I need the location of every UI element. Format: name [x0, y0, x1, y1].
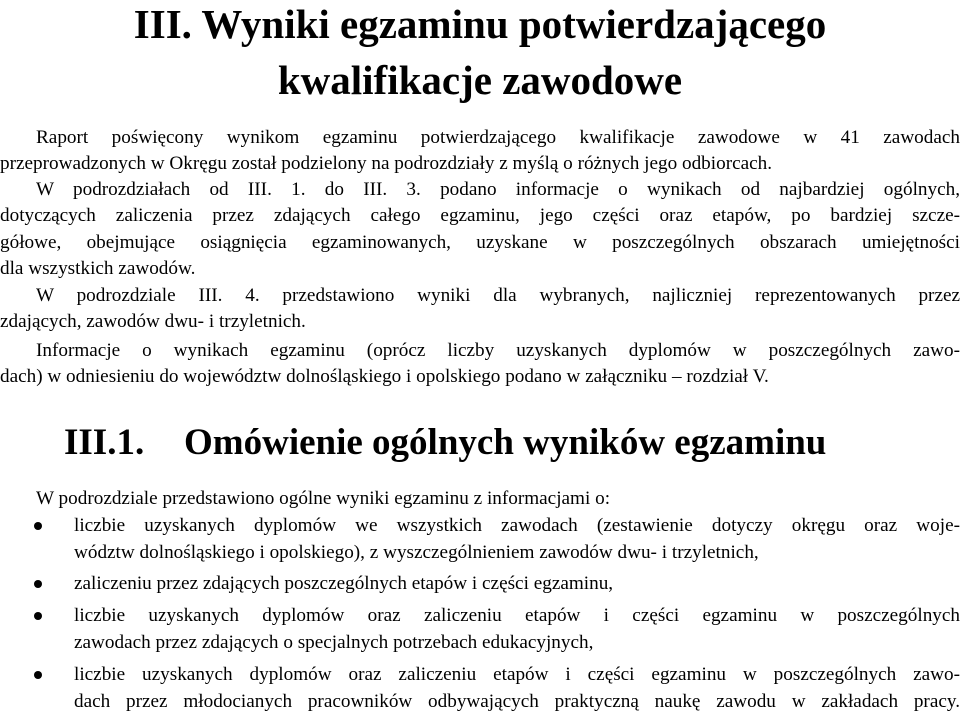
list-item-line: liczbie uzyskanych dyplomów oraz zaliczeniu etapów i części egzaminu w poszczególnych: [74, 605, 960, 626]
list-item: [0, 661, 960, 715]
paragraph-report-intro: [0, 125, 960, 178]
chapter-title-line-2: kwalifikacje zawodowe: [277, 57, 683, 103]
paragraph-subsections-1-3: [0, 177, 960, 282]
list-item-line: zawodach przez zdających o specjalnych potrzebach edukacyjnych,: [74, 632, 594, 653]
section-title: Omówienie ogólnych wyników egzaminu: [184, 422, 827, 463]
paragraph-line: dla wszystkich zawodów.: [0, 257, 196, 279]
section-number: III.1.: [64, 422, 145, 463]
list-item: [0, 602, 960, 656]
paragraph-line: Raport poświęcony wynikom egzaminu potwierdzającego kwalifikacje zawodowe w 41 zawodach: [36, 127, 960, 148]
bullet-icon: [34, 580, 42, 588]
bullet-icon: [34, 522, 42, 530]
list-item: [0, 512, 960, 566]
paragraph-line: W podrozdziałach od III. 1. do III. 3. podano informacje o wynikach od najbardziej ogólnych,: [36, 179, 960, 200]
section-heading: [64, 421, 826, 465]
section-intro: W podrozdziale przedstawiono ogólne wyniki egzaminu z informacjami o:: [36, 488, 611, 509]
paragraph-line: W podrozdziale III. 4. przedstawiono wyniki dla wybranych, najliczniej reprezentowanych przez: [36, 285, 960, 306]
paragraph-line: Informacje o wynikach egzaminu (oprócz liczby uzyskanych dyplomów w poszczególnych zawo-: [36, 340, 960, 361]
paragraph-voivodeship-info: [0, 338, 960, 391]
bullet-icon: [34, 612, 42, 620]
list-item-line: liczbie uzyskanych dyplomów oraz zaliczeniu etapów i części egzaminu w poszczególnych zawo-: [74, 664, 960, 685]
paragraph-line: dach) w odniesieniu do województw dolnośląskiego i opolskiego podano w załączniku – rozdział V.: [0, 366, 769, 388]
paragraph-line: zdających, zawodów dwu- i trzyletnich.: [0, 311, 306, 333]
paragraph-line: gółowe, obejmujące osiągnięcia egzaminowanych, uzyskane w poszczególnych obszarach umiejętności: [0, 231, 960, 253]
paragraph-line: przeprowadzonych w Okręgu został podzielony na podrozdziały z myślą o różnych jego odbiorcach.: [0, 153, 773, 175]
list-item-line: zaliczeniu przez zdających poszczególnych etapów i części egzaminu,: [74, 573, 614, 594]
bullet-list: [0, 512, 960, 720]
list-item-line: liczbie uzyskanych dyplomów we wszystkich zawodach (zestawienie dotyczy okręgu oraz woje-: [74, 515, 960, 536]
list-item: [0, 570, 960, 597]
list-item-line: wództw dolnośląskiego i opolskiego), z wyszczególnieniem zawodów dwu- i trzyletnich,: [74, 542, 759, 563]
chapter-title-line-1: III. Wyniki egzaminu potwierdzającego: [133, 1, 827, 47]
bullet-icon: [34, 671, 42, 679]
list-item-line: dach przez młodocianych pracowników odbywających praktyczną naukę zawodu w zakładach pracy.: [74, 691, 960, 712]
paragraph-subsection-4: [0, 283, 960, 336]
paragraph-line: dotyczących zaliczenia przez zdających całego egzaminu, jego części oraz etapów, po bardziej szcze-: [0, 205, 960, 227]
